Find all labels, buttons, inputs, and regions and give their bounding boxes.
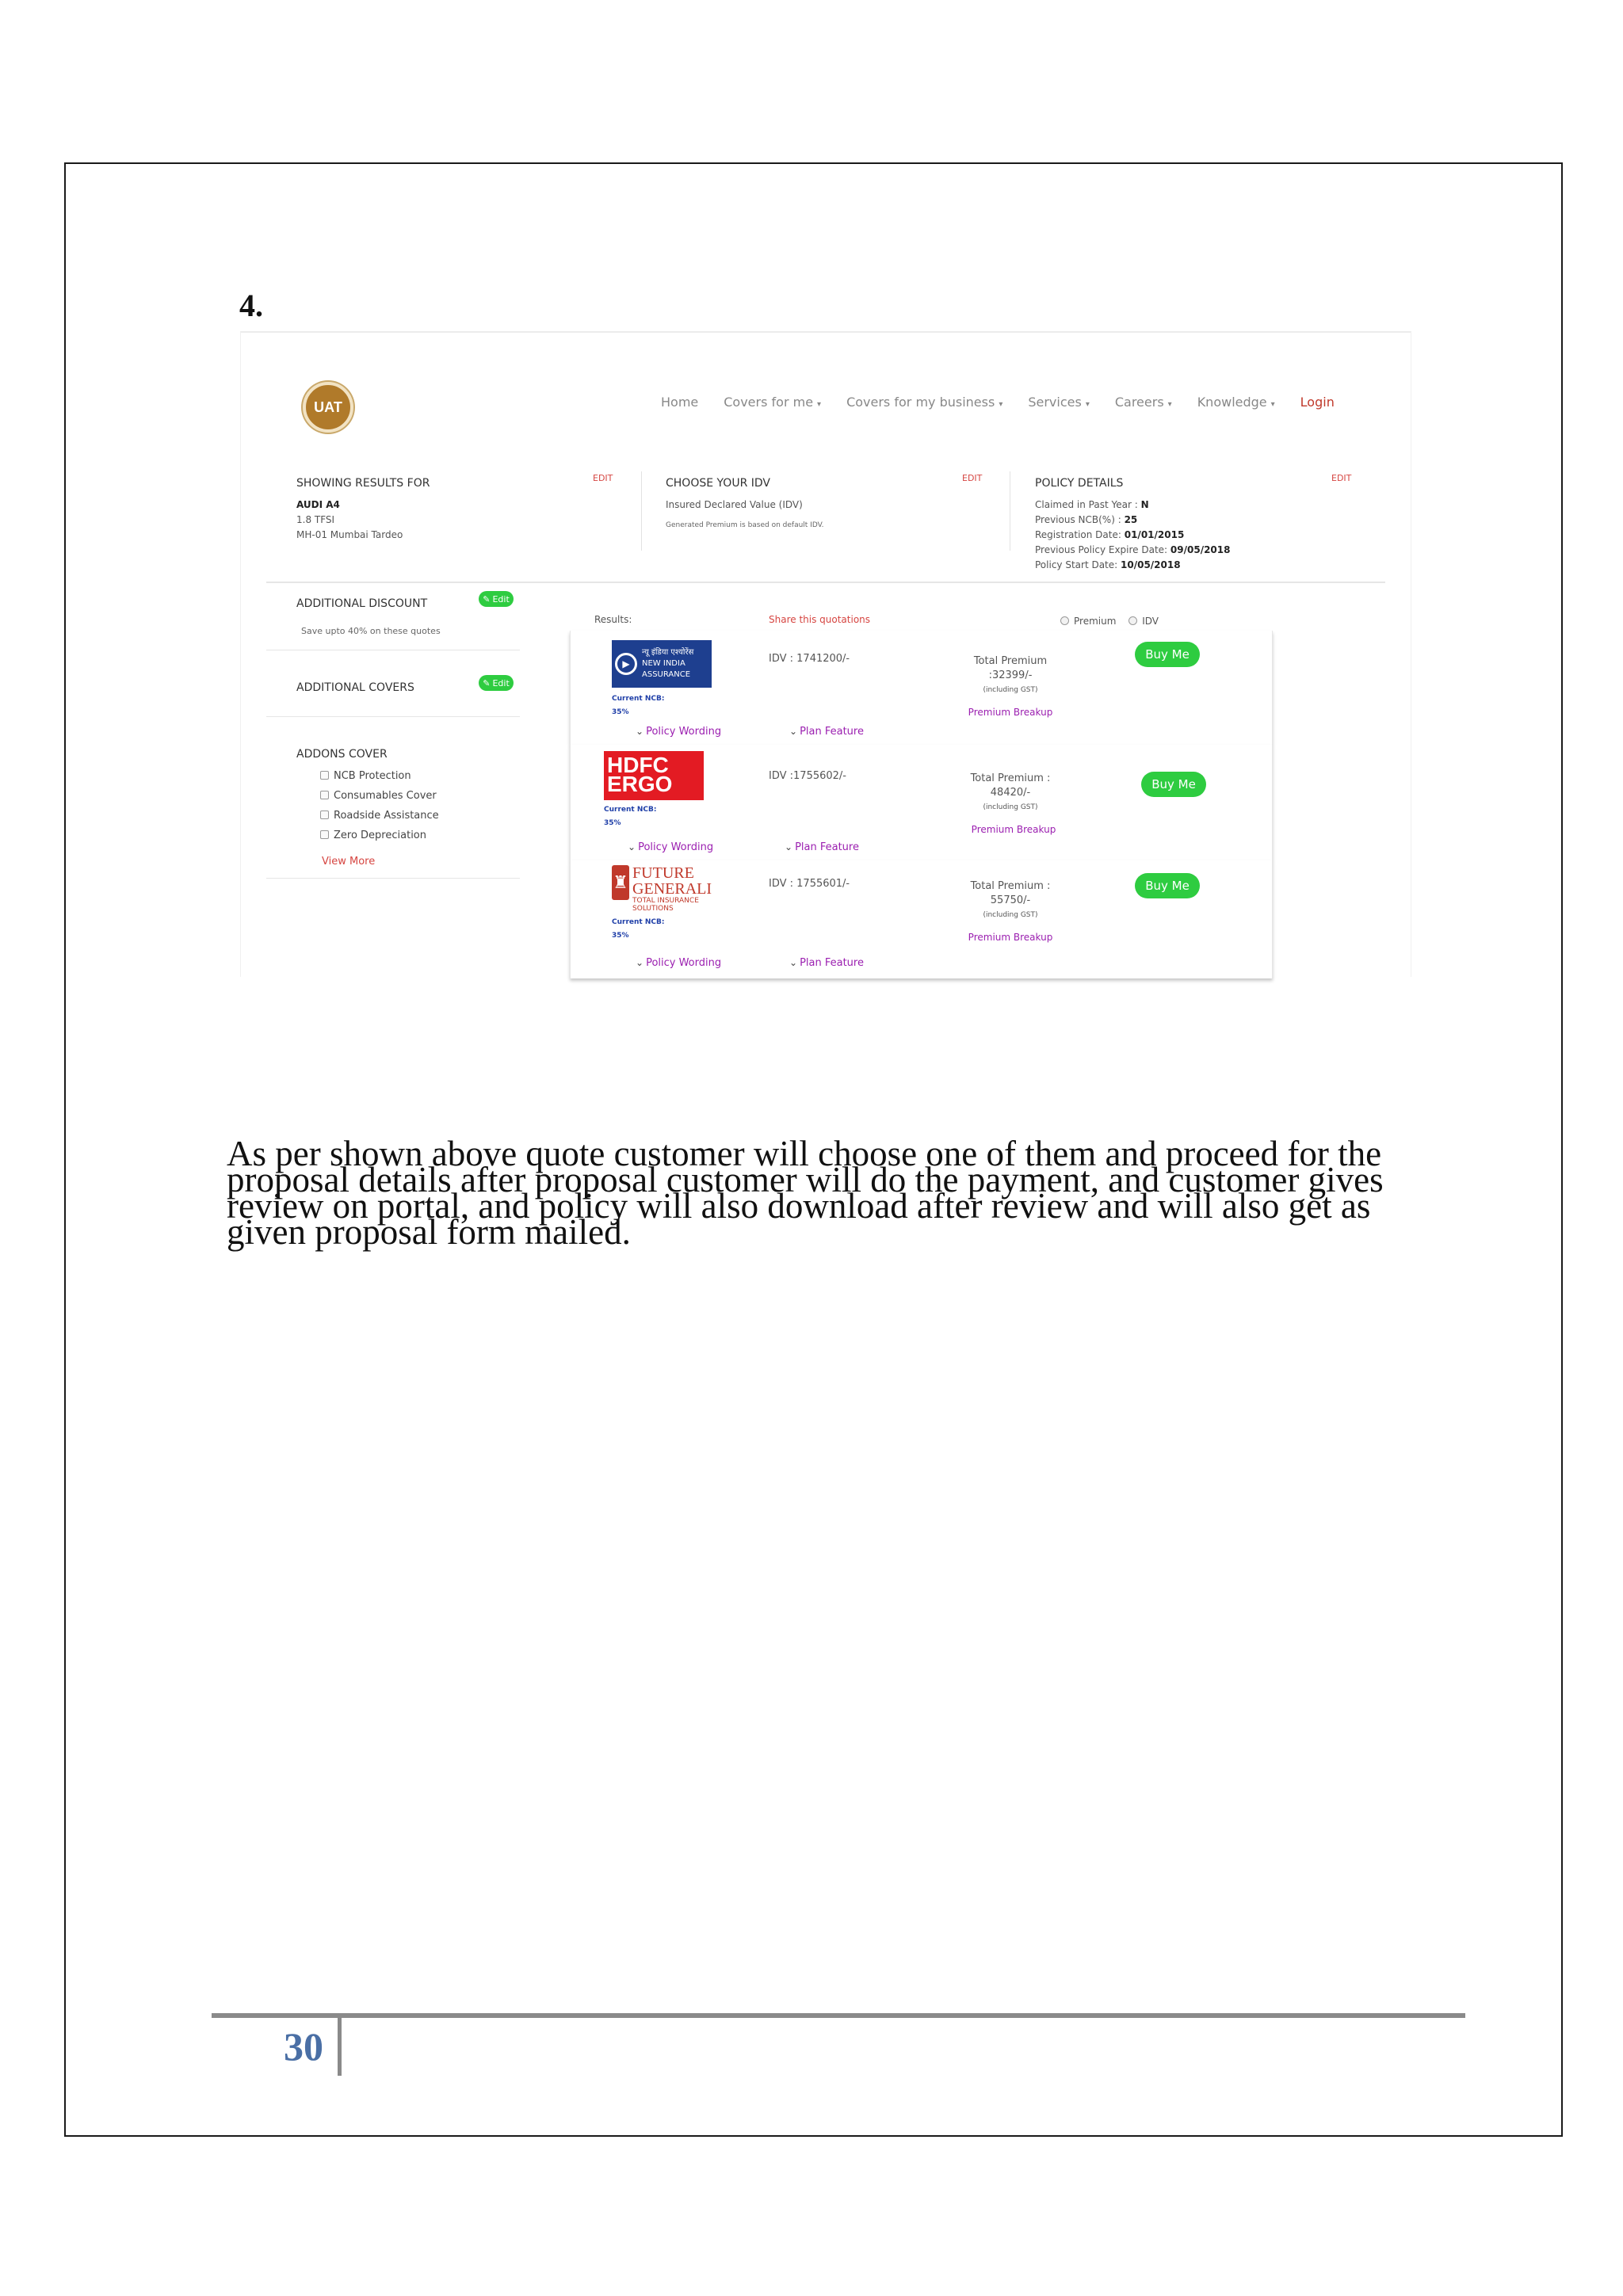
claimed-row	[1035, 498, 1230, 513]
insurer-name-main: FUTURE GENERALI	[632, 864, 712, 898]
choose-idv-title: CHOOSE YOUR IDV	[666, 477, 770, 490]
start-date-value: 10/05/2018	[1121, 559, 1181, 570]
policy-wording-label: Policy Wording	[638, 841, 714, 853]
main-nav	[661, 395, 1335, 410]
additional-covers-title: ADDITIONAL COVERS	[296, 681, 414, 694]
insurer-name-line2: ERGO	[607, 772, 673, 796]
nav-careers[interactable]	[1115, 395, 1172, 410]
gst-note: (including GST)	[983, 803, 1038, 811]
premium-label: Total Premium	[973, 655, 1048, 667]
addons-list	[320, 770, 439, 849]
additional-discount-note: Save upto 40% on these quotes	[301, 626, 441, 636]
registration-label: Registration Date:	[1035, 529, 1121, 540]
radio[interactable]	[1128, 616, 1137, 625]
hdfc-ergo-logo	[604, 751, 704, 800]
addon-roadside[interactable]	[320, 810, 439, 822]
nav-login[interactable]: Login	[1300, 395, 1335, 410]
chevron-down-icon: ⌄	[789, 957, 798, 968]
caret-down-icon: ▾	[999, 400, 1003, 409]
results-label: Results:	[594, 614, 632, 625]
premium-breakup-link[interactable]: Premium Breakup	[968, 932, 1053, 943]
current-ncb	[612, 692, 664, 719]
policy-wording-link[interactable]	[636, 726, 721, 738]
caret-down-icon: ▾	[1167, 400, 1172, 409]
rto-location: MH-01 Mumbai Tardeo	[296, 529, 403, 540]
addon-label: Zero Depreciation	[334, 830, 426, 841]
nav-services[interactable]	[1028, 395, 1090, 410]
sort-premium[interactable]	[1060, 616, 1116, 627]
caret-down-icon: ▾	[817, 400, 822, 409]
start-date-label: Policy Start Date:	[1035, 559, 1118, 570]
addon-label: Roadside Assistance	[334, 810, 439, 822]
footer-rule	[212, 2013, 1465, 2018]
plan-feature-label: Plan Feature	[800, 726, 864, 738]
idv-value: IDV :1755602/-	[769, 770, 846, 782]
insurer-name	[642, 647, 708, 681]
quote-card	[570, 631, 1273, 745]
additional-discount-title: ADDITIONAL DISCOUNT	[296, 597, 428, 610]
ncb-value: 35%	[604, 819, 621, 827]
uat-logo[interactable]	[303, 382, 353, 433]
checkbox[interactable]	[320, 810, 329, 819]
start-date-row	[1035, 558, 1230, 573]
prev-expire-label: Previous Policy Expire Date:	[1035, 544, 1168, 555]
ncb-value: 35%	[612, 932, 629, 940]
premium-breakup-link[interactable]: Premium Breakup	[968, 707, 1053, 718]
total-premium	[951, 879, 1070, 922]
showing-results-edit[interactable]: EDIT	[593, 473, 613, 483]
additional-covers-edit-label: Edit	[492, 677, 510, 688]
addon-zero-dep[interactable]	[320, 830, 439, 841]
nav-covers-for-business-label: Covers for my business	[846, 395, 995, 410]
plan-feature-label: Plan Feature	[800, 957, 864, 969]
current-ncb	[612, 916, 664, 943]
policy-wording-label: Policy Wording	[646, 726, 722, 738]
filter-divider	[266, 878, 520, 879]
ncb-value: 25	[1124, 514, 1138, 525]
summary-bottom-divider	[266, 582, 1385, 583]
nav-home[interactable]: Home	[661, 395, 699, 410]
sort-idv-label: IDV	[1142, 616, 1159, 627]
car-model: AUDI A4	[296, 499, 340, 510]
current-ncb	[604, 803, 656, 830]
premium-breakup-link[interactable]: Premium Breakup	[971, 824, 1056, 835]
premium-value: :32399/-	[988, 669, 1033, 681]
play-icon: ▶	[615, 653, 637, 675]
chevron-down-icon: ⌄	[785, 841, 793, 852]
buy-me-button[interactable]: Buy Me	[1135, 873, 1200, 898]
additional-discount-edit[interactable]	[479, 591, 514, 607]
policy-details-edit[interactable]: EDIT	[1331, 473, 1352, 483]
choose-idv-edit[interactable]: EDIT	[962, 473, 983, 483]
prev-expire-row	[1035, 543, 1230, 558]
plan-feature-link[interactable]	[789, 957, 864, 969]
buy-me-button[interactable]: Buy Me	[1141, 772, 1206, 797]
nav-covers-for-business[interactable]	[846, 395, 1002, 410]
addon-consumables[interactable]	[320, 790, 439, 802]
insurer-tagline: TOTAL INSURANCE SOLUTIONS	[632, 897, 699, 913]
policy-wording-link[interactable]	[628, 841, 713, 853]
checkbox[interactable]	[320, 791, 329, 799]
future-generali-logo	[612, 865, 712, 914]
addon-label: Consumables Cover	[334, 790, 437, 802]
insurer-name-hindi: न्यू इंडिया एश्योरेंस	[642, 648, 694, 657]
nav-careers-label: Careers	[1114, 395, 1164, 410]
addon-label: NCB Protection	[334, 770, 411, 782]
prev-expire-value: 09/05/2018	[1170, 544, 1231, 555]
ncb-label: Previous NCB(%) :	[1035, 514, 1121, 525]
addons-title: ADDONS COVER	[296, 748, 388, 761]
vehicle-summary	[296, 498, 403, 543]
idv-value: IDV : 1755601/-	[769, 878, 850, 890]
body-paragraph: As per shown above quote customer will choose one of them and proceed for the proposal details after proposal customer will do the payment, and customer gives review on portal, and policy will also download after review and will also get as given proposal form mailed.	[227, 1134, 1384, 1252]
edit-icon: ✎	[483, 593, 491, 605]
sort-idv[interactable]	[1128, 616, 1159, 627]
step-number: 4.	[239, 288, 263, 323]
claimed-value: N	[1140, 499, 1149, 510]
quote-card	[570, 860, 1273, 978]
nav-knowledge[interactable]	[1197, 395, 1275, 410]
registration-value: 01/01/2015	[1124, 529, 1185, 540]
lion-emblem-icon: ♜	[612, 865, 629, 900]
sort-options	[1060, 614, 1159, 629]
nav-services-label: Services	[1028, 395, 1082, 410]
checkbox[interactable]	[320, 771, 329, 780]
policy-details-title: POLICY DETAILS	[1035, 477, 1124, 490]
ncb-label: Current NCB:	[604, 806, 657, 814]
insurer-name-english: NEW INDIA ASSURANCE	[642, 659, 691, 679]
premium-value: 48420/-	[990, 787, 1031, 799]
showing-results-title: SHOWING RESULTS FOR	[296, 477, 430, 490]
logo-text: UAT	[314, 399, 342, 415]
gst-note: (including GST)	[983, 686, 1038, 694]
summary-divider	[641, 471, 642, 551]
edit-icon: ✎	[483, 677, 491, 688]
policy-wording-label: Policy Wording	[646, 957, 722, 969]
ncb-row	[1035, 513, 1230, 528]
nav-knowledge-label: Knowledge	[1197, 395, 1267, 410]
checkbox[interactable]	[320, 830, 329, 839]
policy-details-list	[1035, 498, 1230, 573]
chevron-down-icon: ⌄	[636, 726, 644, 737]
plan-feature-label: Plan Feature	[795, 841, 859, 853]
registration-row	[1035, 528, 1230, 543]
view-more-link[interactable]: View More	[322, 856, 376, 868]
quote-results-screenshot	[240, 331, 1411, 977]
total-premium	[951, 772, 1070, 814]
filter-divider	[266, 716, 520, 717]
nav-covers-for-me[interactable]	[724, 395, 821, 410]
insurer-name-line1: HDFC	[607, 753, 669, 777]
page-number-divider	[338, 2017, 342, 2076]
buy-me-button[interactable]: Buy Me	[1135, 642, 1200, 667]
premium-label: Total Premium :	[970, 880, 1051, 892]
radio[interactable]	[1060, 616, 1069, 625]
nav-covers-for-me-label: Covers for me	[724, 395, 814, 410]
additional-discount-edit-label: Edit	[492, 593, 510, 605]
premium-label: Total Premium :	[970, 772, 1051, 784]
ncb-label: Current NCB:	[612, 695, 665, 703]
ncb-label: Current NCB:	[612, 918, 665, 926]
plan-feature-link[interactable]	[789, 726, 864, 738]
premium-value: 55750/-	[990, 894, 1031, 906]
chevron-down-icon: ⌄	[789, 726, 798, 737]
caret-down-icon: ▾	[1085, 400, 1090, 409]
sort-premium-label: Premium	[1074, 616, 1117, 627]
chevron-down-icon: ⌄	[628, 841, 636, 852]
ncb-value: 35%	[612, 708, 629, 716]
addon-ncb-protection[interactable]	[320, 770, 439, 782]
quote-card	[570, 745, 1273, 860]
idv-note: Generated Premium is based on default IDV.	[666, 521, 824, 529]
chevron-down-icon: ⌄	[636, 957, 644, 968]
policy-wording-link[interactable]	[636, 957, 721, 969]
additional-covers-edit[interactable]	[479, 675, 514, 691]
caret-down-icon: ▾	[1270, 400, 1275, 409]
total-premium	[951, 654, 1070, 697]
idv-label: Insured Declared Value (IDV)	[666, 499, 803, 510]
share-quotations-link[interactable]: Share this quotations	[769, 614, 871, 625]
claimed-label: Claimed in Past Year :	[1035, 499, 1138, 510]
car-variant: 1.8 TFSI	[296, 514, 335, 525]
idv-value: IDV : 1741200/-	[769, 653, 850, 665]
new-india-assurance-logo	[612, 640, 712, 688]
gst-note: (including GST)	[983, 911, 1038, 919]
page-number: 30	[284, 2024, 323, 2069]
insurer-name	[632, 865, 712, 913]
plan-feature-link[interactable]	[785, 841, 859, 853]
